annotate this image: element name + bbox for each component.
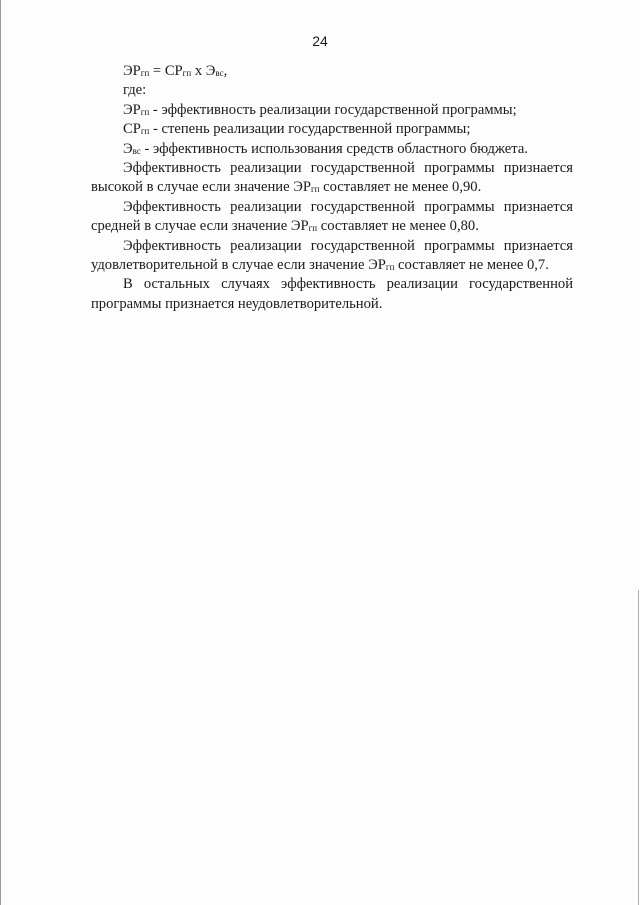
definition-symbol: СР	[123, 121, 141, 138]
formula-lhs: ЭР	[123, 63, 141, 79]
criterion-medium-line1: Эффективность реализации государственной программы признается	[123, 198, 573, 215]
definition-text: - степень реализации государственной программы;	[149, 121, 471, 138]
definition-line	[91, 120, 573, 139]
formula-term-a-subscript: гп	[182, 68, 192, 78]
definition-subscript: гп	[140, 126, 150, 137]
definition-line	[91, 140, 573, 159]
criterion-text: удовлетворительной в случае если значение ЭР	[91, 256, 386, 273]
criterion-threshold: составляет не менее 0,80.	[317, 218, 479, 235]
definition-text: - эффективность использования средств областного бюджета.	[140, 140, 528, 157]
definition-symbol: ЭР	[123, 101, 141, 118]
formula-equals: =	[149, 63, 165, 79]
criterion-subscript: гп	[308, 223, 318, 234]
where-label: где:	[123, 82, 147, 99]
criterion-subscript: гп	[310, 184, 320, 195]
criterion-threshold: составляет не менее 0,7.	[394, 256, 549, 273]
scan-edge-right	[638, 590, 639, 905]
criterion-threshold: составляет не менее 0,90.	[319, 179, 482, 196]
formula-term-b: Э	[205, 63, 216, 79]
criterion-medium-line2	[91, 217, 573, 236]
scan-edge-left	[0, 0, 1, 905]
formula-line	[91, 62, 573, 81]
criterion-subscript: гп	[385, 261, 395, 272]
formula-term-b-subscript: вс	[215, 68, 224, 78]
definition-subscript: вс	[132, 145, 141, 156]
criterion-text: высокой в случае если значение ЭР	[91, 179, 311, 196]
definition-line	[91, 101, 573, 120]
criterion-text: средней в случае если значение ЭР	[91, 218, 309, 235]
formula-lhs-subscript: гп	[140, 68, 150, 78]
criterion-satisfactory-line1: Эффективность реализации государственной программы признается	[123, 237, 573, 254]
document-body	[91, 62, 573, 314]
definition-subscript: гп	[140, 106, 150, 117]
criterion-high-line2	[91, 178, 573, 197]
page-number: 24	[312, 33, 328, 49]
final-paragraph-line2: программы признается неудовлетворительной.	[91, 295, 383, 312]
definition-symbol: Э	[123, 140, 133, 157]
formula-operator: х	[191, 63, 206, 79]
definition-text: - эффективность реализации государственной программы;	[149, 101, 517, 118]
final-paragraph-line1: В остальных случаях эффективность реализации государственной	[123, 276, 573, 293]
formula-term-a: СР	[164, 63, 183, 79]
formula-tail: ,	[223, 63, 228, 79]
criterion-high-line1: Эффективность реализации государственной программы признается	[123, 159, 573, 176]
criterion-satisfactory-line2	[91, 256, 573, 275]
